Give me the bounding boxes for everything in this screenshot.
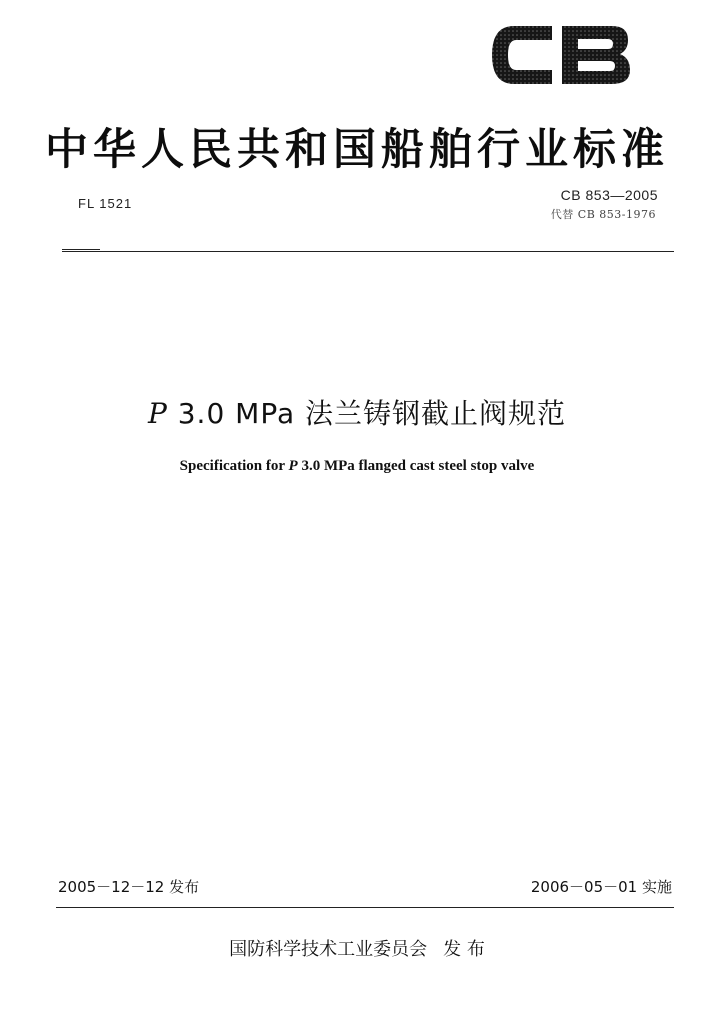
standard-number: CB 853—2005: [560, 187, 658, 203]
effective-date: 2006－05－01 实施: [530, 878, 672, 896]
replaces-note: 代替 CB 853-1976: [550, 208, 656, 221]
header-rule-accent: [62, 249, 100, 250]
pressure-symbol: P: [147, 397, 168, 430]
publisher-line: [0, 935, 714, 961]
publisher-action: 发 布: [443, 939, 485, 960]
issue-date: 2005－12－12 发布: [58, 878, 200, 896]
standard-category-title: 中华人民共和国船舶行业标准: [45, 125, 669, 175]
cb-logo: [484, 18, 634, 92]
header-divider: [62, 251, 674, 252]
document-title-english-text: 3.0 MPa flanged cast steel stop valve: [297, 458, 535, 474]
document-title-english: [0, 458, 714, 475]
pressure-symbol-en: P: [288, 458, 298, 474]
document-title-chinese: [0, 392, 714, 432]
publisher-name: 国防科学技术工业委员会: [229, 939, 428, 960]
footer-divider: [56, 907, 674, 908]
classification-code: FL 1521: [78, 196, 133, 211]
document-title-english-prefix: Specification for: [179, 458, 289, 474]
document-title-chinese-text: 3.0 MPa 法兰铸钢截止阀规范: [167, 397, 567, 430]
